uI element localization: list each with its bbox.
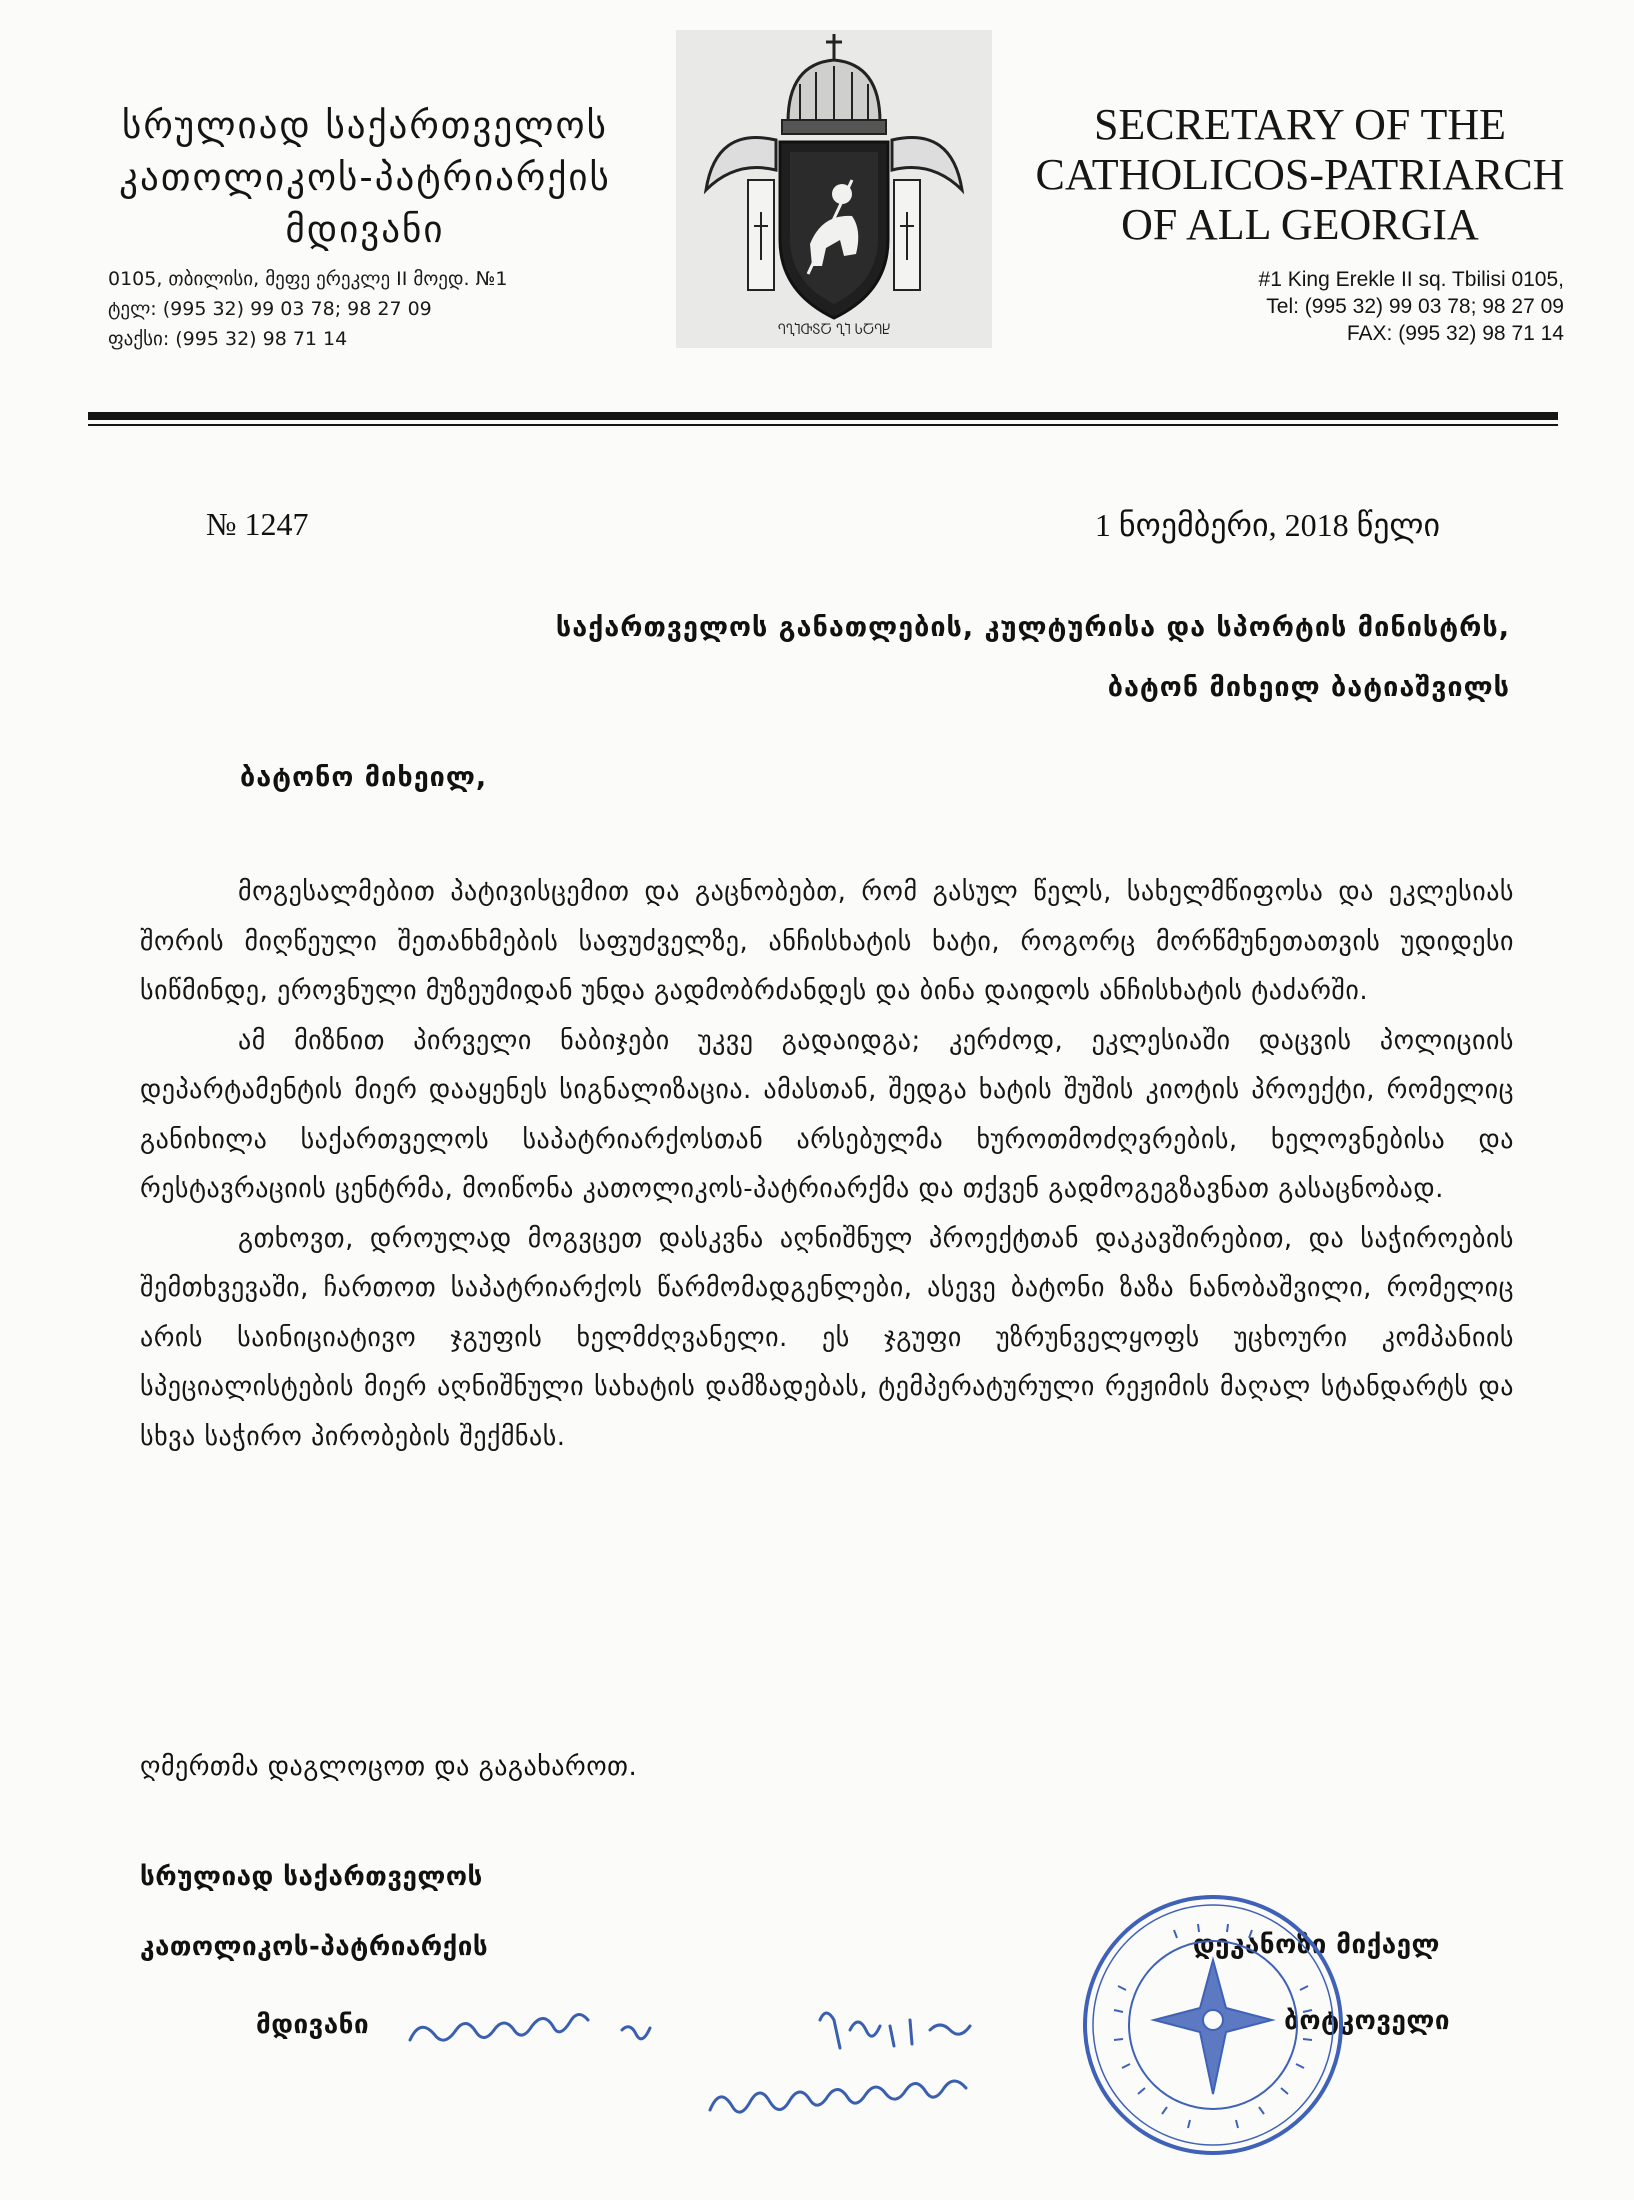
- english-title-line-3: OF ALL GEORGIA: [1121, 200, 1479, 249]
- body-paragraph-3: გთხოვთ, დროულად მოგვცეთ დასკვნა აღნიშნულ პროექტთან დაკავშირებით, და საჭიროების შემთხვევაში, ჩართოთ საპატრიარქოს წარმომადგენლები, ასევე ბატონი ზაზა ნანობაშვილი, რომელიც არის საინიციატივო ჯგუფის ხელმძღვანელი. ეს ჯგუფი უზრუნველყოფს უცხოური კომპანიის სპეციალისტების მიერ აღნიშნული სახატის დამზადებას, ტემპერატურული რეჟიმის მაღალ სტანდარტს და სხვა საჭირო პირობების შექმნას.: [140, 1223, 1514, 1452]
- body-paragraph-1: მოგესალმებით პატივისცემით და გაცნობებთ, რომ გასულ წელს, სახელმწიფოსა და ეკლესიას შორის მიღწეული შეთანხმების საფუძველზე, ანჩისხატის ხატი, როგორც მორწმუნეთათვის უდიდესი სიწმინდე, ეროვნული მუზეუმიდან უნდა გადმობრძანდეს და ბინა დაიდოს ანჩისხატის ტაძარში.: [140, 877, 1514, 1006]
- salutation: ბატონო მიხეილ,: [240, 762, 488, 793]
- closing-blessing: ღმერთმა დაგლოცოთ და გაგახაროთ.: [140, 1752, 638, 1782]
- letterhead-english-contact: [1259, 266, 1564, 347]
- letter-body: [140, 868, 1514, 1462]
- english-phone: Tel: (995 32) 99 03 78; 98 27 09: [1266, 295, 1564, 318]
- georgian-fax: ფაქსი: (995 32) 98 71 14: [108, 328, 348, 350]
- english-address: #1 King Erekle II sq. Tbilisi 0105,: [1258, 268, 1564, 291]
- letterhead-divider-thick: [88, 412, 1558, 420]
- letterhead-divider-thin: [88, 424, 1558, 426]
- signature-title-line-1: სრულიად საქართველოს: [140, 1862, 483, 1892]
- handwritten-signature: [390, 1990, 1130, 2140]
- georgian-title-line-1: სრულიად საქართველოს: [122, 104, 608, 147]
- signatory-role: ბოტკოველი: [1284, 2006, 1450, 2036]
- letterhead-english-title: [1010, 100, 1590, 250]
- georgian-address: 0105, თბილისი, მეფე ერეკლე II მოედ. №1: [108, 268, 508, 290]
- english-fax: FAX: (995 32) 98 71 14: [1346, 322, 1564, 345]
- georgian-title-line-3: მდივანი: [285, 208, 445, 251]
- recipient-line-1: საქართველოს განათლების, კულტურისა და სპორტის მინისტრს,: [555, 612, 1510, 643]
- recipient-block: [556, 598, 1510, 718]
- english-title-line-1: SECRETARY OF THE: [1093, 100, 1507, 149]
- georgian-phone: ტელ: (995 32) 99 03 78; 98 27 09: [108, 298, 432, 320]
- patriarchate-seal-icon: [1078, 1890, 1348, 2160]
- signature-title-line-3: მდივანი: [256, 2010, 370, 2040]
- english-title-line-2: CATHOLICOS-PATRIARCH: [1035, 150, 1565, 199]
- document-date: 1 ნოემბერი, 2018 წელი: [1094, 507, 1440, 543]
- georgian-title-line-2: კათოლიკოს-პატრიარქის: [119, 156, 611, 199]
- letterhead-georgian-title: [60, 100, 670, 256]
- document-number: № 1247: [206, 506, 309, 542]
- signature-title-line-2: კათოლიკოს-პატრიარქის: [140, 1932, 489, 1962]
- body-paragraph-2: ამ მიზნით პირველი ნაბიჯები უკვე გადაიდგა; კერძოდ, ეკლესიაში დაცვის პოლიციის დეპარტამენტის მიერ დააყენეს სიგნალიზაცია. ამასთან, შედგა ხატის შუშის კიოტის პროექტი, რომელიც განიხილა საქართველოს საპატრიარქოსთან არსებულმა ხუროთმოძღვრების, ხელოვნებისა და რესტავრაციის ცენტრმა, მოიწონა კათოლიკოს-პატრიარქმა და თქვენ გადმოგეგზავნათ გასაცნობად.: [140, 1025, 1514, 1204]
- letterhead-georgian-contact: [108, 264, 507, 354]
- recipient-line-2: ბატონ მიხეილ ბატიაშვილს: [1107, 672, 1510, 703]
- signatory-name: დეკანოზი მიქაელ: [1192, 1930, 1440, 1960]
- patriarchate-emblem-icon: [676, 30, 992, 348]
- svg-text:ႤႢႨႧႽႠ ႢႨ ႱႠႤႾ: ႤႢႨႧႽႠ ႢႨ ႱႠႤႾ: [777, 323, 891, 338]
